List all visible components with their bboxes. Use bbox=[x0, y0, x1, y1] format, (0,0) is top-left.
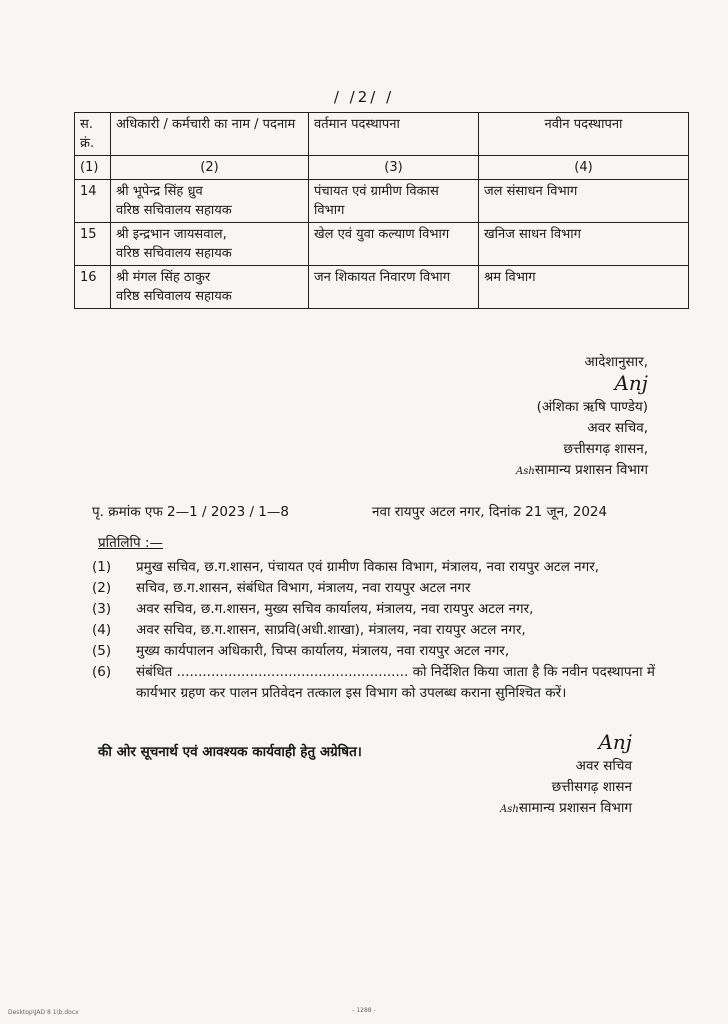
row-name-cell bbox=[111, 180, 309, 223]
row-sno: 16 bbox=[75, 266, 111, 309]
list-item bbox=[92, 578, 672, 599]
row-current-posting: पंचायत एवं ग्रामीण विकास विभाग bbox=[309, 180, 479, 223]
table-header-row bbox=[75, 113, 689, 156]
row-name: श्री भूपेन्द्र सिंह ध्रुव bbox=[116, 184, 203, 199]
signatory-government: छत्तीसगढ़ शासन, bbox=[563, 441, 648, 457]
department-prefix-mark: Ash bbox=[516, 466, 535, 477]
row-current-posting: जन शिकायत निवारण विभाग bbox=[309, 266, 479, 309]
transfer-table bbox=[74, 112, 689, 309]
list-item-number: (5) bbox=[92, 643, 112, 659]
list-item-text: प्रमुख सचिव, छ.ग.शासन, पंचायत एवं ग्रामीण विकास विभाग, मंत्रालय, नवा रायपुर अटल नगर, bbox=[136, 559, 600, 575]
row-new-posting: जल संसाधन विभाग bbox=[479, 180, 689, 223]
list-item-number: (6) bbox=[92, 664, 112, 680]
signature-mark: Anj bbox=[614, 371, 648, 395]
row-name: श्री मंगल सिंह ठाकुर bbox=[116, 270, 211, 285]
table-row bbox=[75, 223, 689, 266]
row-name-cell bbox=[111, 266, 309, 309]
row-designation: वरिष्ठ सचिवालय सहायक bbox=[116, 203, 232, 218]
reference-line bbox=[92, 502, 672, 520]
page-number: / /2/ / bbox=[333, 88, 395, 106]
list-item-text: संबंधित ...................................................... को निर्देशित किया जाता है कि नवीन पदस्थापना में कार्यभार ग्रहण कर पालन प्रतिवेदन तत्काल इस विभाग को उपलब्ध कराना सुनिश्चित करें। bbox=[136, 664, 655, 701]
order-signature-block bbox=[516, 352, 648, 482]
signatory-department: सामान्य प्रशासन विभाग bbox=[534, 462, 648, 478]
copy-signature-block bbox=[500, 732, 632, 820]
list-item-text: मुख्य कार्यपालन अधिकारी, चिप्स कार्यालय, मंत्रालय, नवा रायपुर अटल नगर, bbox=[136, 643, 510, 659]
row-new-posting: श्रम विभाग bbox=[479, 266, 689, 309]
header-name: अधिकारी / कर्मचारी का नाम / पदनाम bbox=[111, 113, 309, 156]
list-item-text: अवर सचिव, छ.ग.शासन, मुख्य सचिव कार्यालय, मंत्रालय, नवा रायपुर अटल नगर, bbox=[136, 601, 534, 617]
row-new-posting: खनिज साधन विभाग bbox=[479, 223, 689, 266]
signatory-department: सामान्य प्रशासन विभाग bbox=[518, 800, 632, 816]
list-item bbox=[92, 662, 672, 704]
copy-to-heading: प्रतिलिपि :— bbox=[98, 535, 164, 551]
list-item bbox=[92, 557, 672, 578]
list-item-number: (2) bbox=[92, 580, 112, 596]
row-name: श्री इन्द्रभान जायसवाल, bbox=[116, 227, 227, 242]
signature-mark: Anj bbox=[598, 730, 632, 754]
column-number: (1) bbox=[75, 156, 111, 180]
order-text: आदेशानुसार, bbox=[584, 354, 648, 370]
signatory-government: छत्तीसगढ़ शासन bbox=[551, 779, 632, 795]
row-designation: वरिष्ठ सचिवालय सहायक bbox=[116, 246, 232, 261]
list-item bbox=[92, 620, 672, 641]
list-item-text: अवर सचिव, छ.ग.शासन, साप्रवि(अधी.शाखा), मंत्रालय, नवा रायपुर अटल नगर, bbox=[136, 622, 526, 638]
copy-list bbox=[92, 557, 672, 704]
table-row bbox=[75, 266, 689, 309]
row-name-cell bbox=[111, 223, 309, 266]
header-current-posting: वर्तमान पदस्थापना bbox=[309, 113, 479, 156]
header-new-posting: नवीन पदस्थापना bbox=[479, 113, 689, 156]
signatory-name: (अंशिका ऋषि पाण्डेय) bbox=[536, 399, 648, 415]
signatory-department-line bbox=[500, 798, 632, 820]
signatory-designation: अवर सचिव, bbox=[587, 420, 648, 436]
row-designation: वरिष्ठ सचिवालय सहायक bbox=[116, 289, 232, 304]
reference-number: पृ. क्रमांक एफ 2—1 / 2023 / 1—8 bbox=[92, 504, 289, 520]
list-item bbox=[92, 599, 672, 620]
list-item-number: (3) bbox=[92, 601, 112, 617]
footer-file-path: Desktop\JAD 8 1\b.docx bbox=[8, 1009, 79, 1016]
list-item-number: (1) bbox=[92, 559, 112, 575]
department-prefix-mark: Ash bbox=[500, 804, 519, 815]
signatory-department-line bbox=[516, 460, 648, 482]
list-item-number: (4) bbox=[92, 622, 112, 638]
column-number: (2) bbox=[111, 156, 309, 180]
footer-page-code: - 1288 - bbox=[352, 1007, 376, 1014]
row-current-posting: खेल एवं युवा कल्याण विभाग bbox=[309, 223, 479, 266]
list-item bbox=[92, 641, 672, 662]
table-column-numbers-row bbox=[75, 156, 689, 180]
column-number: (4) bbox=[479, 156, 689, 180]
signatory-designation: अवर सचिव bbox=[575, 758, 632, 774]
row-sno: 14 bbox=[75, 180, 111, 223]
forward-text: की ओर सूचनार्थ एवं आवश्यक कार्यवाही हेतु अग्रेषित। bbox=[98, 744, 362, 760]
header-sno: स. क्रं. bbox=[75, 113, 111, 156]
place-date: नवा रायपुर अटल नगर, दिनांक 21 जून, 2024 bbox=[372, 504, 608, 520]
table-row bbox=[75, 180, 689, 223]
row-sno: 15 bbox=[75, 223, 111, 266]
column-number: (3) bbox=[309, 156, 479, 180]
list-item-text: सचिव, छ.ग.शासन, संबंधित विभाग, मंत्रालय, नवा रायपुर अटल नगर bbox=[136, 580, 471, 596]
